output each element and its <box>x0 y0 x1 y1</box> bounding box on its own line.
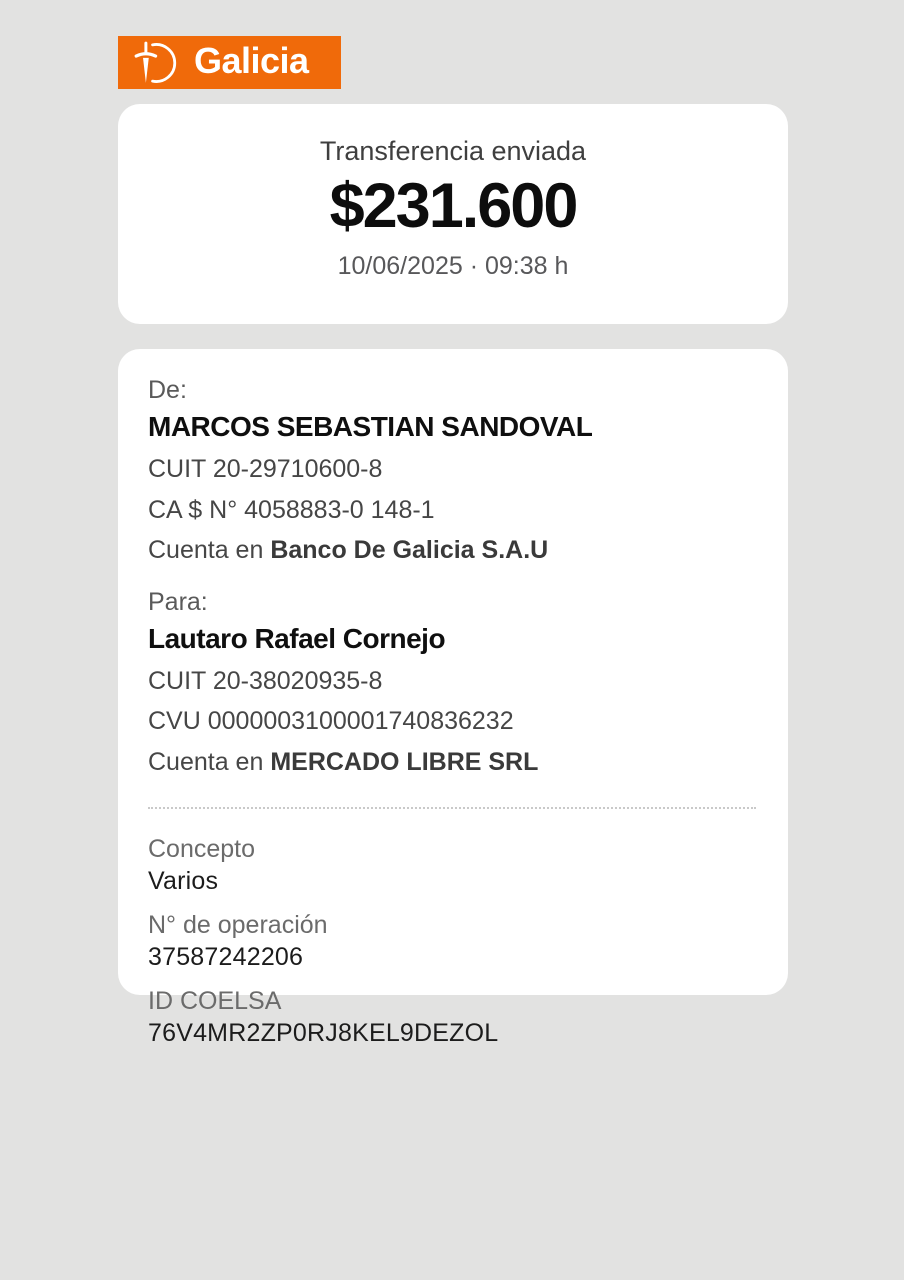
bank-logo <box>118 36 341 89</box>
recipient-cvu: CVU 0000003100001740836232 <box>148 707 514 735</box>
operation-number-field <box>148 911 756 972</box>
sender-bank-prefix: Cuenta en <box>148 536 271 564</box>
coelsa-id-field <box>148 987 756 1048</box>
operation-number-value: 37587242206 <box>148 943 304 971</box>
concept-field <box>148 835 756 896</box>
sender-bank-line <box>148 534 756 567</box>
sender-cuit: CUIT 20-29710600-8 <box>148 455 383 483</box>
sword-in-circle-icon <box>126 38 188 88</box>
transfer-amount: $231.600 <box>329 171 577 241</box>
sender-block <box>148 376 756 567</box>
dotted-divider <box>148 807 756 809</box>
coelsa-id-label: ID COELSA <box>148 987 282 1015</box>
transfer-status-title: Transferencia enviada <box>319 136 587 166</box>
concept-value: Varios <box>148 867 219 895</box>
transfer-details-card <box>118 349 788 1047</box>
recipient-bank-name: MERCADO LIBRE SRL <box>270 747 539 776</box>
recipient-bank-line <box>148 746 756 779</box>
recipient-label: Para: <box>148 587 208 616</box>
recipient-cuit: CUIT 20-38020935-8 <box>148 666 383 695</box>
operation-number-label: N° de operación <box>148 911 328 939</box>
recipient-name: Lautaro Rafael Cornejo <box>148 622 446 654</box>
bank-name: Galicia <box>194 40 309 81</box>
coelsa-id-value: 76V4MR2ZP0RJ8KEL9DEZOL <box>148 1019 499 1047</box>
sender-label: De: <box>148 376 187 404</box>
recipient-bank-prefix: Cuenta en <box>148 747 271 776</box>
concept-label: Concepto <box>148 835 256 863</box>
sender-name: MARCOS SEBASTIAN SANDOVAL <box>148 411 593 442</box>
transfer-summary-card <box>118 104 788 324</box>
sender-account-number: CA $ N° 4058883-0 148-1 <box>148 495 435 524</box>
sender-bank-name: Banco De Galicia S.A.U <box>270 536 549 564</box>
transfer-datetime: 10/06/2025 · 09:38 h <box>337 252 569 280</box>
recipient-block <box>148 588 756 779</box>
